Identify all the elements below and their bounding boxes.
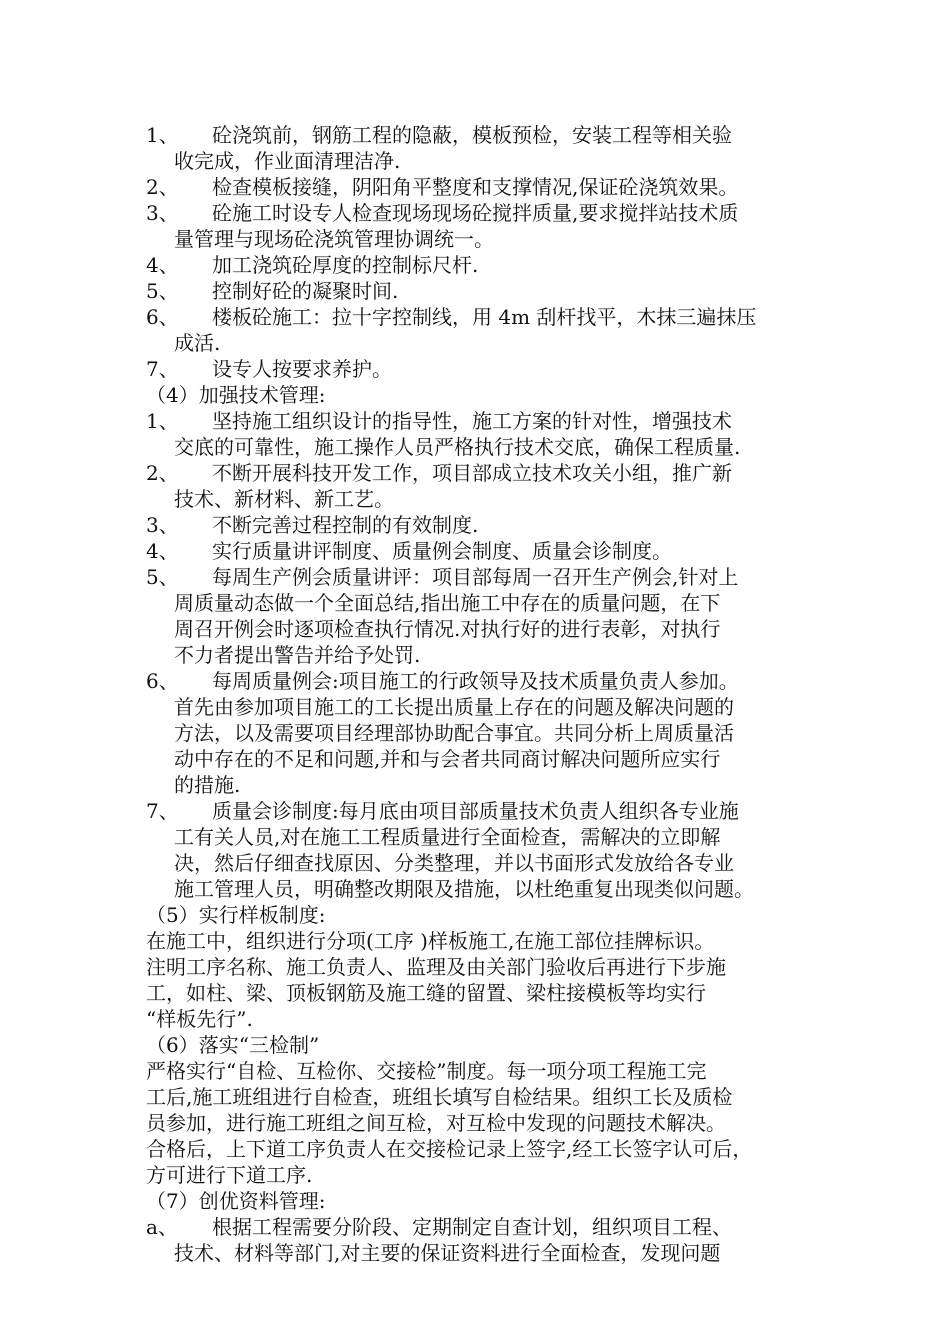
text-line: 每周生产例会质量讲评：项目部每周一召开生产例会,针对上: [212, 565, 739, 589]
text-line: 每周质量例会:项目施工的行政领导及技术质量负责人参加。: [212, 669, 739, 693]
text-line: 技术、新材料、新工艺。: [174, 487, 394, 511]
text-line: 合格后，上下道工序负责人在交接检记录上签字,经工长签字认可后，: [146, 1137, 753, 1161]
list-item-number: 5、: [146, 279, 179, 303]
list-item: [146, 668, 816, 798]
list-item-number: 1、: [146, 409, 179, 433]
text-line: 员参加，进行施工班组之间互检，对互检中发现的问题技术解决。: [146, 1111, 726, 1135]
text-line: 技术、材料等部门,对主要的保证资料进行全面检查，发现问题: [174, 1241, 721, 1265]
text-line: 工有关人员,对在施工工程质量进行全面检查，需解决的立即解: [174, 825, 721, 849]
list-item-number: 6、: [146, 669, 179, 693]
list-item-number: 7、: [146, 799, 179, 823]
text-line: 不断完善过程控制的有效制度.: [212, 513, 479, 537]
text-line: 工后,施工班组进行自检查，班组长填写自检结果。组织工长及质检: [146, 1085, 733, 1109]
list-item-number: 5、: [146, 565, 179, 589]
list-item: [146, 1214, 816, 1266]
list-item-number: 2、: [146, 461, 179, 485]
text-line: “样板先行”.: [146, 1007, 253, 1031]
list-item: [146, 252, 816, 278]
text-line: 施工管理人员，明确整改期限及措施，以杜绝重复出现类似问题。: [174, 877, 754, 901]
text-line: 砼浇筑前，钢筋工程的隐蔽，模板预检，安装工程等相关验: [212, 123, 732, 147]
section-heading: （5）实行样板制度:: [146, 903, 326, 927]
text-line: 根据工程需要分阶段、定期制定自查计划，组织项目工程、: [212, 1215, 732, 1239]
list-item: [146, 174, 816, 200]
text-line: 方可进行下道工序.: [146, 1163, 313, 1187]
text-line: 动中存在的不足和问题,并和与会者共同商讨解决问题所应实行: [174, 747, 721, 771]
paragraph: [146, 1058, 816, 1188]
text-line: 方法，以及需要项目经理部协助配合事宜。共同分析上周质量活: [174, 721, 734, 745]
section-heading: （7）创优资料管理:: [146, 1189, 326, 1213]
list-item: [146, 200, 816, 252]
list-item: [146, 538, 816, 564]
list-item: [146, 408, 816, 460]
list-item-number: 3、: [146, 201, 179, 225]
text-line: 首先由参加项目施工的工长提出质量上存在的问题及解决问题的: [174, 695, 734, 719]
text-line: 实行质量讲评制度、质量例会制度、质量会诊制度。: [212, 539, 672, 563]
text-line: 在施工中，组织进行分项(工序 )样板施工,在施工部位挂牌标识。: [146, 929, 715, 953]
text-line: 坚持施工组织设计的指导性，施工方案的针对性，增强技术: [212, 409, 732, 433]
text-line: 质量会诊制度:每月底由项目部质量技术负责人组织各专业施: [212, 799, 739, 823]
text-line: 检查模板接缝，阴阳角平整度和支撑情况,保证砼浇筑效果。: [212, 175, 739, 199]
text-line: 的措施.: [174, 773, 241, 797]
text-line: 严格实行“自检、互检你、交接检”制度。每一项分项工程施工完: [146, 1059, 707, 1083]
paragraph: [146, 928, 816, 1032]
list-item-number: 3、: [146, 513, 179, 537]
text-line: 楼板砼施工：拉十字控制线，用 4m 刮杆找平，木抹三遍抹压: [212, 305, 757, 329]
list-item: [146, 460, 816, 512]
text-line: 交底的可靠性，施工操作人员严格执行技术交底，确保工程质量.: [174, 435, 741, 459]
text-line: 周质量动态做一个全面总结,指出施工中存在的质量问题，在下: [174, 591, 721, 615]
text-line: 设专人按要求养护。: [212, 357, 392, 381]
list-item-number: a、: [146, 1215, 178, 1239]
text-line: 注明工序名称、施工负责人、监理及由关部门验收后再进行下步施: [146, 955, 726, 979]
list-item-number: 4、: [146, 539, 179, 563]
text-line: 砼施工时设专人检查现场现场砼搅拌质量,要求搅拌站技术质: [212, 201, 739, 225]
list-item-number: 6、: [146, 305, 179, 329]
section-heading: （4）加强技术管理:: [146, 383, 326, 407]
text-line: 决，然后仔细查找原因、分类整理，并以书面形式发放给各专业: [174, 851, 734, 875]
text-line: 周召开例会时逐项检查执行情况.对执行好的进行表彰，对执行: [174, 617, 721, 641]
list-item-number: 7、: [146, 357, 179, 381]
list-item-number: 1、: [146, 123, 179, 147]
text-line: 不断开展科技开发工作，项目部成立技术攻关小组，推广新: [212, 461, 732, 485]
list-item: [146, 798, 816, 902]
text-line: 加工浇筑砼厚度的控制标尺杆.: [212, 253, 479, 277]
list-item-number: 2、: [146, 175, 179, 199]
text-line: 量管理与现场砼浇筑管理协调统一。: [174, 227, 494, 251]
list-item: [146, 564, 816, 668]
document-body: [146, 122, 816, 1266]
text-line: 控制好砼的凝聚时间.: [212, 279, 399, 303]
list-item-number: 4、: [146, 253, 179, 277]
text-line: 成活.: [174, 331, 221, 355]
text-line: 工，如柱、梁、顶板钢筋及施工缝的留置、梁柱接模板等均实行: [146, 981, 706, 1005]
list-item: [146, 304, 816, 356]
section-heading: （6）落实“三检制”: [146, 1033, 320, 1057]
list-item: [146, 356, 816, 382]
list-item: [146, 278, 816, 304]
list-item: [146, 122, 816, 174]
text-line: 不力者提出警告并给予处罚.: [174, 643, 421, 667]
text-line: 收完成，作业面清理洁净.: [174, 149, 401, 173]
list-item: [146, 512, 816, 538]
